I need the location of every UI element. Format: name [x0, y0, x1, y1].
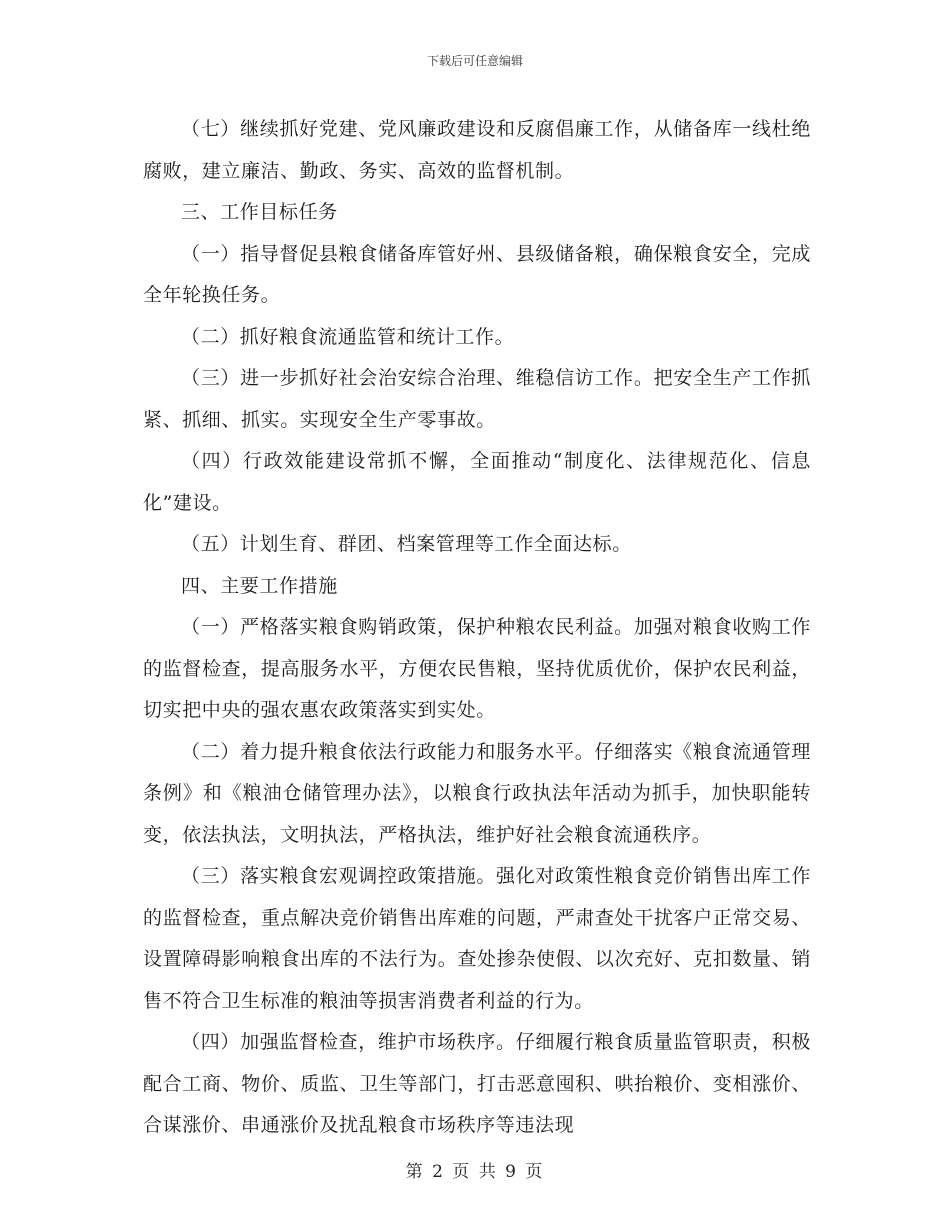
page-footer: 第 2 页 共 9 页: [405, 1162, 545, 1182]
document-body: [143, 109, 811, 1147]
paragraph: （二）着力提升粮食依法行政能力和服务水平。仔细落实《粮食流通管理条例》和《粮油仓储管理办法》，以粮食行政执法年活动为抓手，加快职能转变，依法执法，文明执法，严格执法，维护好社会粮食流通秩序。: [143, 740, 811, 846]
section-heading: 四、主要工作措施: [181, 574, 338, 597]
paragraph: （一）指导督促县粮食储备库管好州、县级储备粮，确保粮食安全，完成全年轮换任务。: [143, 242, 811, 306]
paragraph: （四）加强监督检查，维护市场秩序。仔细履行粮食质量监管职责，积极配合工商、物价、质监、卫生等部门，打击恶意囤积、哄抬粮价、变相涨价、合谋涨价、串通涨价及扰乱粮食市场秩序等违法现: [143, 1031, 811, 1136]
page-header: 下载后可任意编辑: [426, 54, 523, 68]
paragraph: （一）严格落实粮食购销政策，保护种粮农民利益。加强对粮食收购工作的监督检查，提高服务水平，方便农民售粮，坚持优质优价，保护农民利益，切实把中央的强农惠农政策落实到实处。: [143, 616, 811, 721]
paragraph: （七）继续抓好党建、党风廉政建设和反腐倡廉工作，从储备库一线杜绝腐败，建立廉洁、勤政、务实、高效的监督机制。: [143, 118, 811, 182]
section-heading: 三、工作目标任务: [181, 201, 338, 223]
paragraph: （二）抓好粮食流通监管和统计工作。: [181, 325, 515, 348]
paragraph: （五）计划生育、群团、档案管理等工作全面达标。: [181, 533, 632, 555]
paragraph: （三）进一步抓好社会治安综合治理、维稳信访工作。把安全生产工作抓紧、抓细、抓实。实现安全生产零事故。: [143, 367, 811, 431]
paragraph: （三）落实粮食宏观调控政策措施。强化对政策性粮食竞价销售出库工作的监督检查，重点解决竞价销售出库难的问题，严肃查处干扰客户正常交易、设置障碍影响粮食出库的不法行为。查处掺杂使假、以次充好、克扣数量、销售不符合卫生标准的粮油等损害消费者利益的行为。: [143, 865, 811, 1012]
paragraph: （四）行政效能建设常抓不懈，全面推动“制度化、法律规范化、信息化”建设。: [143, 450, 811, 514]
